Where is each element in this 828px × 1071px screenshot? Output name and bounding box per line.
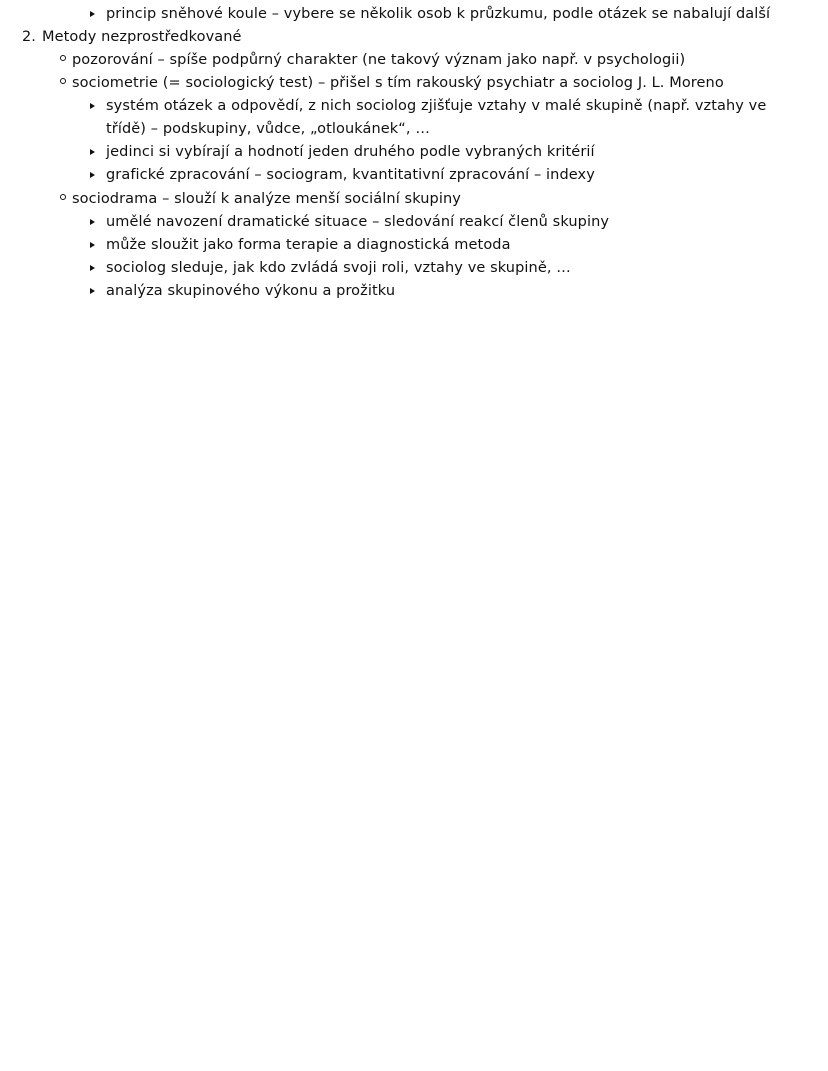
list-item-text: sociolog sleduje, jak kdo zvládá svoji roli, vztahy ve skupině, …: [106, 260, 571, 276]
list-item-text-continued: třídě) – podskupiny, vůdce, „otloukánek“, …: [106, 121, 430, 137]
bullet-circle-icon: [60, 78, 66, 84]
bullet-circle-icon: [60, 55, 66, 61]
bullet-triangle-icon: [90, 149, 95, 155]
list-item-text: sociometrie (= sociologický test) – přišel s tím rakouský psychiatr a sociolog J. L. Moreno: [72, 75, 724, 91]
bullet-triangle-icon: [90, 11, 95, 17]
bullet-triangle-icon: [90, 219, 95, 225]
list-item-text: systém otázek a odpovědí, z nich sociolog zjišťuje vztahy v malé skupině (např. vztahy ve: [106, 98, 767, 114]
bullet-triangle-icon: [90, 103, 95, 109]
list-item-text: umělé navození dramatické situace – sledování reakcí členů skupiny: [106, 214, 610, 230]
list-item-text: grafické zpracování – sociogram, kvantitativní zpracování – indexy: [106, 167, 595, 183]
bullet-triangle-icon: [90, 172, 95, 178]
list-item-text: sociodrama – slouží k analýze menší sociální skupiny: [72, 191, 461, 207]
list-item-text: analýza skupinového výkonu a prožitku: [106, 283, 396, 299]
section-heading: Metody nezprostředkované: [42, 29, 242, 45]
list-item-text: může sloužit jako forma terapie a diagnostická metoda: [106, 237, 511, 253]
bullet-triangle-icon: [90, 288, 95, 294]
bullet-triangle-icon: [90, 242, 95, 248]
bullet-circle-icon: [60, 194, 66, 200]
list-item-text: jedinci si vybírají a hodnotí jeden druhého podle vybraných kritérií: [106, 144, 595, 160]
list-item-text: princip sněhové koule – vybere se několik osob k průzkumu, podle otázek se nabalují další: [106, 6, 771, 22]
list-item-text: pozorování – spíše podpůrný charakter (ne takový význam jako např. v psychologii): [72, 52, 686, 68]
bullet-triangle-icon: [90, 265, 95, 271]
list-number: 2.: [22, 29, 36, 45]
